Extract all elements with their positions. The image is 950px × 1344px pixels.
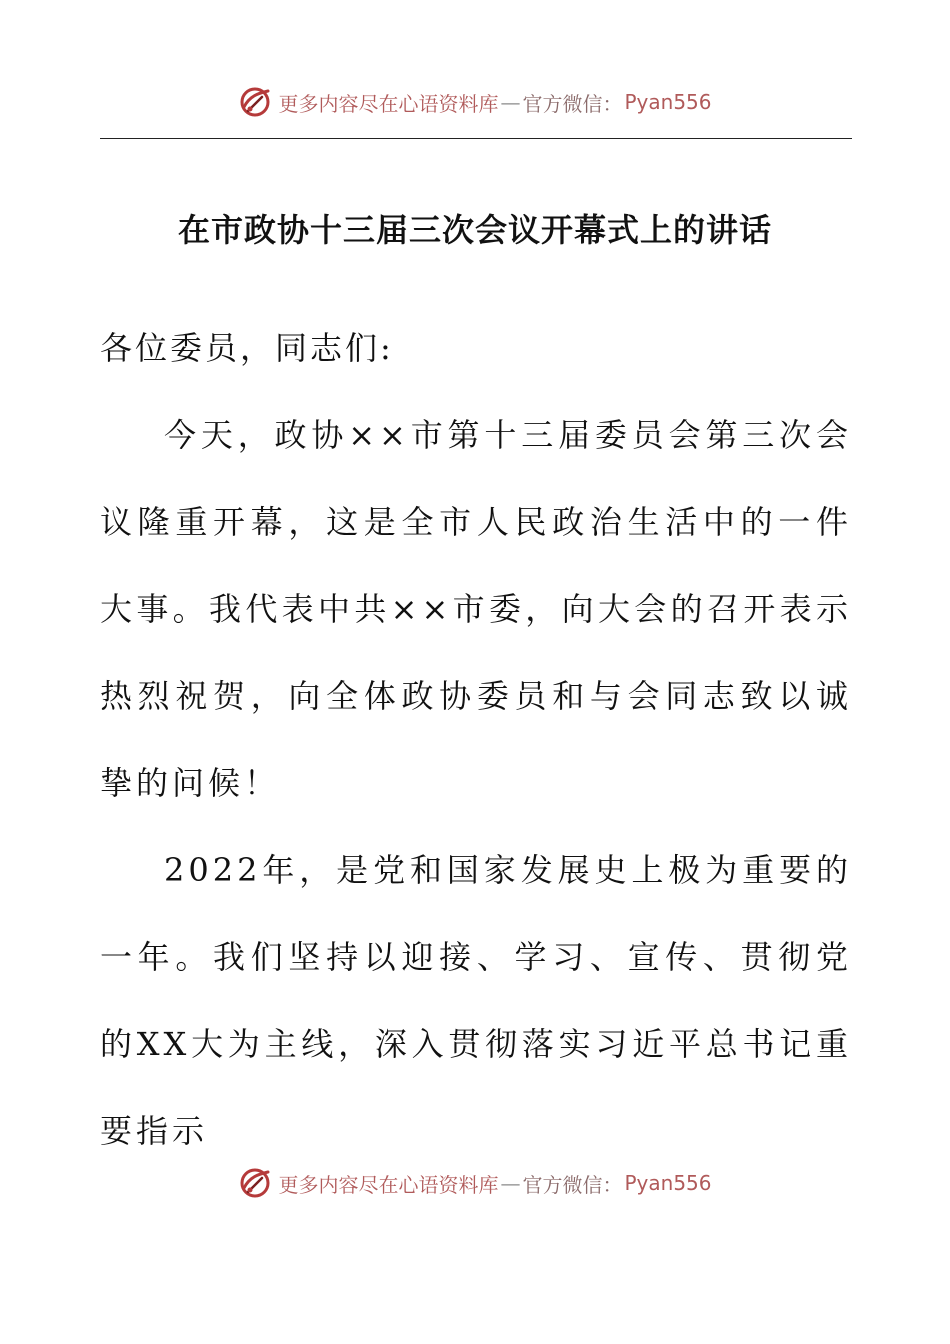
watermark-wechat-id: Pyan556 bbox=[624, 1171, 712, 1195]
watermark-wechat-id: Pyan556 bbox=[624, 90, 712, 114]
header-watermark bbox=[0, 82, 950, 122]
watermark-dash: — bbox=[500, 90, 521, 114]
brush-logo-icon bbox=[238, 85, 272, 119]
salutation: 各位委员，同志们: bbox=[100, 329, 394, 367]
watermark-text: 更多内容尽在心语资料库 bbox=[278, 91, 499, 116]
paragraph: 2022年，是党和国家发展史上极为重要的一年。我们坚持以迎接、学习、宣传、贯彻党的XX大为主线，深入贯彻落实习近平总书记重要指示 bbox=[100, 851, 852, 1150]
watermark-text: 更多内容尽在心语资料库 bbox=[278, 1172, 499, 1197]
paragraph: 今天，政协××市第十三届委员会第三次会议隆重开幕，这是全市人民政治生活中的一件大事。我代表中共××市委，向大会的召开表示热烈祝贺，向全体政协委员和与会同志致以诚挚的问候！ bbox=[100, 416, 852, 802]
watermark-wechat-label: 官方微信： bbox=[522, 91, 623, 116]
document-body bbox=[100, 305, 852, 1175]
header-divider bbox=[100, 138, 852, 139]
footer-watermark bbox=[0, 1163, 950, 1203]
document-title: 在市政协十三届三次会议开幕式上的讲话 bbox=[177, 211, 772, 249]
watermark-wechat-label: 官方微信： bbox=[522, 1172, 623, 1197]
watermark-dash: — bbox=[500, 1171, 521, 1195]
brush-logo-icon bbox=[238, 1166, 272, 1200]
